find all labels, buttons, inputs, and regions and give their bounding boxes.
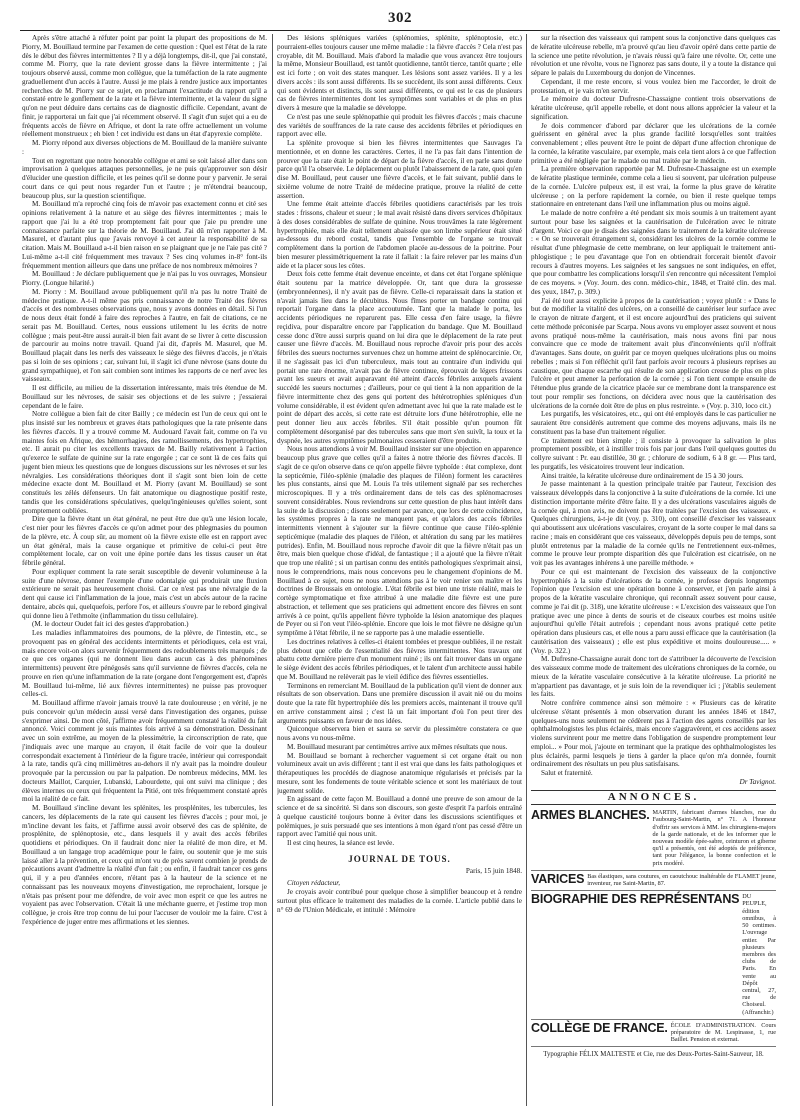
column-3 [531, 34, 776, 1102]
announcement [531, 891, 776, 1019]
paragraph: M. Piorry : M. Bouillaud avoue publiquement qu'il n'a pas lu notre Traité de médecine pratique. A-t-il même pas pris connaissance de notre Traité des fièvres d'accès et des nombreuses observations que, nous y avons données en détail. Si l'un de nous deux était fondé à faire des reproches à l'autre, en fait de citations, ce ne serait pas M. Bouillaud. Certes, nous eussions utilement lu les écrits de notre collègue ; mais peut-être aussi aurait-il bien fait avant de se livrer à cette discussion de parcourir au moins notre travail. Quand j'ai dit, d'après M. Masurel, que M. Bouillaud plaçait dans les nerfs des vaisseaux le siège des fièvres d'accès, je n'étais pas si loin de ses opinions ; car, suivant lui, il s'agit ici d'une névrose (sans doute du grand sympathique), et l'on sait combien sont intimes les rapports de ce nerf avec les vaisseaux. [22, 287, 267, 384]
announcement [531, 871, 776, 891]
paragraph: M. Piorry répond aux diverses objections de M. Bouillaud de la manière suivante : [22, 139, 267, 156]
paragraph: Ce traitement est bien simple ; il consiste à provoquer la salivation le plus promptement possible, et à instiller trois fois par jour dans l'œil quelques gouttes du collyre suivant : Pr. eau distillée, 30 gr. ; chlorure de sodium, 6 à 8 gr. — Plus tard, les purgatifs, les vésicatoires trouvent leur indication. [531, 436, 776, 471]
section-title: JOURNAL DE TOUS. [348, 853, 451, 864]
announcement-name: ARMES BLANCHES. [531, 808, 650, 823]
paragraph: Il est difficile, au milieu de la dissertation intéressante, mais très étendue de M. Bouillaud sur les névroses, de saisir ses objections et de les suivre ; j'essaierai cependant de le faire. [22, 384, 267, 410]
column-rule [526, 34, 527, 1106]
paragraph: Cependant, il me reste encore, si vous voulez bien me l'accorder, le droit de protestation, et je vais m'en servir. [531, 77, 776, 95]
paragraph: M. Dufresne-Chassaigne aurait donc tort de s'attribuer la découverte de l'excision des vaisseaux comme mode de traitement des ulcérations chroniques de la cornée, ou mieux de la kératite vasculaire consécutive à la kératite ulcéreuse. La priorité ne m'appartient pas davantage, et je suis loin de la revendiquer ici ; j'établis seulement les faits. [531, 655, 776, 699]
announcement-name: BIOGRAPHIE DES REPRÉSENTANS [531, 892, 740, 907]
paragraph: Ce n'est pas une seule splénopathie qui produit les fièvres d'accès ; mais chacune des variétés de souffrances de la rate cause des accidents fébriles et périodiques en rapport avec elle. [277, 112, 522, 139]
signature: Dr Tavignot. [739, 777, 776, 786]
paragraph: Les maladies inflammatoires des poumons, de la plèvre, de l'intestin, etc., se provoquent pas en général des accidents intermittents et périodiques, cela est vrai, mais encore voit-on alors survenir fréquemment des redoublements très marqués ; de ce que ces organes (qui ne donnent lieu dans aucun cas à des phénomènes intermittents) peuvent être pénégosés sans qu'il survienne de fièvres d'accès, cela ne prouve en rien qu'une inflammation de la rate (organe dont l'engorgement est, d'après M. Bouillaud lui-même, lié aux fièvres intermittentes) ne puisse pas provoquer celles-ci. [22, 629, 267, 699]
paragraph: Notre confrère commence ainsi son mémoire : « Plusieurs cas de kératite ulcéreuse s'étant présentés à mon observation durant les années 1846 et 1847, quelques-uns nous seulement ne cédèrent pas à l'action des agens conseillés par les ophthalmologistes les plus éclairés, mais encore s'aggravèrent, et ces accidens assez violens survinrent pour me mettre dans l'obligation de suspendre promptement leur emploi... » Pour moi, j'ajoute en terminant que la pratique des ophthalmologistes les plus éclairés, parmi lesquels je tiens à garder la place qu'on m'a donnée, fournit ordinairement des résultats un peu plus satisfaisans. [531, 699, 776, 769]
paragraph: Une femme était atteinte d'accès fébriles quotidiens caractérisés par les trois stades : frissons, chaleur et sueur ; le mal avait résisté dans divers services d'hôpitaux à des doses considérables de sulfate de quinine. Nous trouvâmes la rate légèrement hypertrophiée, mais elle était tellement abaissée que son limbe supérieur était situé au-dessous du rebord costal, tandis que l'ensemble de l'organe se trouvait complètement dans la portion de l'abdomen placée au-dessous de la poitrine. Pour bien mesurer plessimétriquement la rate il fallait : la faire relever par les mains d'un aide et la placer sous les côtes. [277, 200, 522, 270]
paragraph: Il est cinq heures, la séance est levée. [287, 839, 395, 847]
paragraph: La splénite provoque si bien les fièvres intermittentes que Sauvages l'a mentionnée, et en donne les caractères. Certes, il ne l'a pas fait dans l'intention de prouver que la rate était le point de départ de la fièvre d'accès, il en parle sans doute parce qu'il l'a observée. Le déplacement ou plutôt l'abaissement de la rate, quoi qu'en dise M. Bouillaud, peut causer une fièvre d'accès, et le fait suivant, publié dans le sixième volume de notre Traité de médecine pratique, prouve la réalité de cette assertion. [277, 139, 522, 200]
announcement-name: COLLÈGE DE FRANCE. [531, 1020, 668, 1035]
paragraph: Le mémoire du docteur Dufresne-Chassaigne contient trois observations de kératite ulcéreuse, qu'il appelle rebelle, et dont nous allons apprécier la valeur et la signification. [531, 95, 776, 121]
paragraph: Les doctrines relatives à celles-ci étaient tombées et presque oubliées, il ne restait plus debout que celle de l'essentialité des fièvres intermittentes. Nos travaux ont abattu cette dernière pierre d'un monument ruiné ; ils ont fait trouver dans un organe le siège évident des accès fébriles périodiques, et le talent d'un architecte aussi habile que M. Bouillaud ne relèverait pas le vieil édifice des fièvres essentielles. [277, 637, 522, 681]
header-rule [20, 30, 780, 31]
paragraph: Quiconque observera bien et saura se servir du plessimètre constatera ce que nous avons vu nous-même. [277, 725, 522, 742]
paragraph: J'ai été tout aussi explicite à propos de la cautérisation ; voyez plutôt : « Dans le but de modifier la vitalité des ulcères, on a conseillé de cautériser leur surface avec le crayon de nitrate d'argent, et il est encore aujourd'hui des praticiens qui suivent cette méthode préconisée par Scarpa. Nous avons vu employer assez souvent et nous avons pratiqué nous-même la cautérisation, mais nous avons fini par nous convaincre que ce mode de traitement avait plus d'inconvénients qu'il n'offrait d'avantages. Sans doute, on guérit par ce moyen quelques ulcérations plus ou moins rebelles ; mais si l'on réfléchit qu'il faut parfois avoir recours à plusieurs reprises au caustique, que chaque escarrhe qui résulte de son application creuse de plus en plus l'ulcère et peut amener la perforation de la cornée ; si l'on tient compte ensuite de l'étendue plus grande de la cicatrice placée sur ce membrane dont la transparence est tout pour remplir ses fonctions, on décidera avec nous que la cautérisation des ulcérations de la cornée doit être de plus en plus restreinte. » (Voy. p. 310, loco cit.) [531, 296, 776, 410]
paragraph: Je dois commencer d'abord par déclarer que les ulcérations de la cornée guérissent en général avec la plus grande facilité lorsqu'elles sont traitées convenablement ; elles peuvent être le point de départ d'une affection chronique de la cornée, la kératite vasculaire, par exemple, mais cela tient alors à ce que l'affection primitive a été négligée par le malade ou mal traitée par le médecin. [531, 121, 776, 165]
announcement [531, 1020, 776, 1048]
salutation: Citoyen rédacteur, [287, 878, 341, 887]
paragraph: Je passe maintenant à la question principale traitée par l'auteur, l'excision des vaisseaux développés dans la conjonctive à la suite d'ulcérations de la cornée. Ici une distinction importante mérite d'être faite. Il y a des ulcérations vasculaires aiguës de la cornée qui, à mon avis, ne doivent pas être traitées par l'excision des vaisseaux. « Quelques chirurgiens, à-t-je dit (voy. p. 310), ont conseillé d'exciser les vaisseaux qui aboutissent aux ulcérations vasculaires, croyant de la sorte couper le mal dans sa racine ; mais en considérant que ces vaisseaux, développés depuis peu de temps, sont plutôt entretenus par la maladie de la cornée qu'ils ne l'entretiennent eux-mêmes, comme le prouve leur prompte disparition dès que l'ulcération est cicatrisée, on ne voit pas les avantages inhérens à une pareille méthode. » [531, 480, 776, 567]
paragraph: Nous nous attendions à voir M. Bouillaud insister sur une objection en apparence beaucoup plus grave que celles qu'il a faites à notre théorie des fièvres d'accès. Il s'agit de ce qu'on observe dans ce qu'on appelle fièvre typhoïde : état complexe, dont la septicémie, l'iléo-splénie (maladie des plaques de l'iléon) forment les caractères les plus constants, ainsi que M. Louis l'a très utilement signalé par ses recherches microscopiques. Il y a très ordinairement dans de tels cas des splénomacroses souvent considérables. Nous reviendrons sur cette question de plus haut intérêt dans la suite de la discussion ; disons seulement par avance, que lors de cette coïncidence, les systèmes propres à la rate ne manquent pas, et qu'alors des accès fébriles intermittents viennent à s'ajouter sur la fièvre continue que cause l'iléo-splénie septicémique (maladie des plaques de l'iléon, et altération du sang par les matières putrides). Enfin, M. Bouillaud nous reproche d'avoir dit que la fièvre n'était pas un être, mais bien quelque chose d'idéal, de fantastique ; il a ajouté que la fièvre n'était que trop une réalité ; si un partisan connu des entités pathologiques s'exprimait ainsi, nous le comprendrions, mais nous concevons peu le changement d'opinions de M. Bouillaud à ce sujet, nous ne nous attendions pas à le voir renier son maître et les doctrines de Broussais en ontologie. L'état fébrile est bien une triste réalité, mais le cortège symptomatique et fixe attribué à une maladie dite fièvre est une pure abstraction, et tellement que ses praticiens qui admettent encore des fièvres en sont arrivés à ce point, qu'ils appellent fièvre typhoïde la lésion anatomique des plaques de Peyer ou si l'on veut l'iléo-splénie. Encore que lois le mot fièvre ne désigne qu'un symptôme à l'état fébrile, il ne se rapporte pas à une maladie essentielle. [277, 445, 522, 637]
announcement [531, 807, 776, 871]
paragraph: Des lésions spléniques variées (splénomies, splénite, splénoptosie, etc.) pourraient-elles toujours causer une même maladie : la fièvre d'accès ? Cela n'est pas croyable, dit M. Bouillaud. Mais d'abord la maladie que vous avancez être toujours la même, Monsieur Bouillaud, est tantôt quotidienne, tantôt tierce, tantôt quarte ; elle est ici forte ; on voit des states manquer. Les lésions sont assez variées. Il y a les divers accès : ils sont aussi différents. Ils se succèdent, ils sont aussi différents. Ceux qui sont évidents et distincts, ils sont aussi différents, ce qui est le cas de plusieurs cas de fièvres intermittentes dont les symptômes sont variables et de plus en plus divers à mesure que la maladie se développe. [277, 34, 522, 112]
paragraph: M. Bouillaud m'a reproché cinq fois de m'avoir pas exactement connu et cité ses opinions relativement à la nature et au siège des fièvres intermittentes ; mais le rapport que j'ai lu a été trop promptement fait pour que j'aie pu prendre une connaissance parfaite sur la théorie de M. Bouillaud. J'ai dû m'en rapporter à M. Masurel, et d'autant plus que j'avais renvoyé à cet auteur la responsabilité de sa citation. Mais M. Bouillaud a-t-il bien raison en se plaignant que je ne l'aie pas cité ? Lui-même a-t-il cité fréquemment mes travaux ? Ses cinq volumes in-8° font-ils fréquemment mention ailleurs que dans une préface de nos nombreux mémoires ? [22, 200, 267, 270]
paragraph: Je croyais avoir contribué pour quelque chose à simplifier beaucoup et à rendre surtout plus efficace le traitement des maladies de la cornée. L'article publié dans le n° 69 de l'Union Médicale, et intitulé : Mémoire [277, 888, 522, 914]
printer-line: Typographie FÉLIX MALTESTE et Cie, rue des Deux-Portes-Saint-Sauveur, 18. [543, 1051, 764, 1059]
announcements-list [531, 807, 776, 1047]
paragraph: Ainsi traitée, la kératite ulcéreuse dure ordinairement de 15 à 30 jours. [541, 471, 744, 480]
column-rule [272, 34, 273, 1106]
letter-body [277, 888, 522, 914]
announcement-text: ÉCOLE D'ADMINISTRATION. Cours préparatoire de M. Lespinasse, 1, rue Baillet. Pension et externat. [670, 1021, 776, 1044]
column-2 [277, 34, 522, 1102]
announcement-text: MARTIN, fabricant d'armes blanches, rue du Faubourg-Saint-Martin, n° 71. A l'honneur d'offrir ses services à MM. les chirurgiens-majors de la garde nationale, et de les informer que le nouveau modèle épée-sabre, ceinturon et giberne qu'il a présentés, ont été adoptés de préférence, tant pour l'élégance, la bonne confection et le prix modéré. [652, 809, 776, 867]
paragraph: M. Bouillaud affirme n'avoir jamais trouvé la rate douloureuse ; en vérité, je ne puis concevoir qu'un médecin aussi versé dans l'investigation des organes, puisse s'exprimer ainsi. De mon côté, j'affirme avoir fréquemment constaté la réalité du fait annoncé. Voici comment je suis maintes fois arrivé à sa démonstration. Dessinant avec un soin extrême, au moyen de la plessimétrie, la circonscription de rate, que j'indiquais avec une marque au crayon, il était facile de voir que la douleur correspondait exactement à l'intérieur de la figure tracée, intérieur qui correspondait à la rate, tandis qu'à cinq millimètres au-dehors il n'y avait pas la moindre douleur provoquée par la percussion ou par la palpation. De nombreux médecins, MM. les docteurs Maillot, Carquier, Lubanski, Labourdette, qui ont suivi ma clinique ; des élèves internes ou ceux qui fréquentent la Pitié, ont très fréquemment constaté après moi la réalité de ce fait. [22, 699, 267, 804]
paragraph: sur la résection des vaisseaux qui rampent sous la conjonctive dans quelques cas de kératite ulcéreuse rebelle, m'a prouvé qu'au lieu d'avoir opéré dans cette partie de la science une petite révolution, je n'avais réussi qu'à faire une révolte. Or, cette une révolution et une révolte, vous ne l'ignorez pas sans doute, il y a toute la distance qui sépare le palais du Luxembourg du donjon de Vincennes. [531, 34, 776, 77]
dateline: Paris, 15 juin 1848. [465, 866, 522, 875]
paragraph: M. Bouillaud se bornant à rechercher vaguement si cet organe était ou non volumineux avait un avis différent ; tant il est vrai que dans les faits pathologiques et thérapeutiques les procédés de diagnose anatomique régularisés et précisés par la mesure, sont les fondements de toute véritable science et sont les matériaux de tout jugement solide. [277, 751, 522, 795]
paragraph: Après s'être attaché à réfuter point par point la plupart des propositions de M. Piorry, M. Bouillaud termine par l'examen de cette question : Quel est l'état de la rate dès le début des fièvres intermittentes ? Il y a déjà longtemps, dit-il, que j'ai constaté, comme M. Piorry, que la rate devient grosse dans la fièvre intermittente ; j'ai toujours observé aussi, comme mon collègue, que la tuméfaction de la rate augmente graduellement d'un accès à l'autre. Aussi je me plais à rendre justice aux importantes recherches de M. Piorry sur ce sujet, en proclamant l'exactitude du rapport qu'il a constaté entre le gonflement de la rate et la fièvre intermittente, et la valeur du signe qu'on ne peut déduire dans certains cas de diagnostic difficile. Cependant, avant de finir, je rapporterai un fait que j'ai récemment observé. Il s'agit d'un sujet qui a eu de fréquents accès de fièvre en Afrique, et dont la rate offre actuellement un volume réellement monstrueux ; eh bien ! cet individu est dans un état d'apyrexie complète. [22, 34, 267, 139]
announcements-heading: ANNONCES. [607, 790, 700, 803]
announcement-text: Bas élastiques, sans coutures, en caoutchouc inaltérable de FLAMET jeune, inventeur, rue Saint-Martin, 87. [587, 872, 776, 888]
paragraph: La première observation rapportée par M. Dufresne-Chassaigne est un exemple de kératite plastique terminée, comme cela a lieu si souvent, par ulcération pulpeuse de la cornée. L'ulcère pulpeux est, il est vrai, la forme la plus grave de kératite ulcéreuse ; on la perfore rapidement la cornée, ou bien il reste quelque temps stationnaire en entretenant dans l'œil une inflammation plus ou moins aiguë. [531, 165, 776, 209]
paragraph: M. Bouillaud mesurant par centimètres arrive aux mêmes résultats que nous. [287, 742, 508, 751]
announcement-text: DU PEUPLE, édition omnibus, à 50 centimes. L'ouvrage entier. Par plusieurs membres des clubs de Paris. En vente au Dépôt central, 27, rue de Choiseul. (Affranchir.) [742, 893, 776, 1016]
paragraph: M. Bouillaud : Je déclare publiquement que je n'ai pas lu vos ouvrages, Monsieur Piorry. (Longue hilarité.) [22, 270, 267, 287]
paragraph: M. Bouillaud s'incline devant les splénites, les prosplénites, les tubercules, les cancers, les déplacements de la rate qui causent les fièvres d'accès ; pour moi, je m'incline devant les faits, et j'affirme aussi avoir observé des cas de splénite, de prosplénite, de splénoptosie, etc., dans lesquels il y avait des accès fébriles quotidiens et périodiques. On il faudrait donc nier la réalité de mon dire, et M. Bouillaud a un langage trop académique pour le faire, ou soutenir que je me suis laissé aller à la prévention, et ceux qui m'ont vu de près savent combien je prends de précautions avant d'admettre la réalité d'un fait ; ou enfin, il faudrait tancer ces gens qui, il y a peu d'années encore, n'étant pas à la hauteur de la science et ne connaissant pas les nouveaux moyens d'investigation, me reprochaient, lorsque je n'étais pas présent pour me défendre, de voir avec mon esprit ce que les autres ne voyaient pas avec l'observation. C'était là une méchante guerre, et j'estime trop mon collègue, je crois être trop connu de lui pour l'accuser de vouloir me la faire. C'est à l'expérience de juger entre mes affirmations et les siennes. [22, 804, 267, 926]
paragraph: (M. le docteur Oudet fait ici des gestes d'approbation.) [32, 620, 189, 629]
paragraph: Pour ce qui est maintenant de l'excision des vaisseaux de la conjonctive hypertrophiés à la suite d'ulcérations de la cornée, je professe depuis longtemps l'opinion que l'excision est une opération bonne à conserver, et j'en parle ainsi à propos de la kératite vasculaire chronique, qui reconnaît assez souvent pour cause, comme je l'ai dit (p. 318), une kératite ulcéreuse : « L'excision des vaisseaux que l'on pratique avec une pince à dents de souris et de ciseaux courbes est moins usitée aujourd'hui qu'elle l'était autrefois ; cependant nous avons pratiqué cette petite opération dans plusieurs cas, et elle nous a paru aussi efficace que la cautérisation (la cautérisation des vaisseaux) ; elle est plus expéditive et moins douloureuse..... » (Voy. p. 322.) [531, 567, 776, 655]
column-1 [22, 34, 267, 1102]
paragraph: Pour expliquer comment la rate serait susceptible de devenir volumineuse à la suite d'une névrose, donner l'exemple d'une odontalgie qui produirait une fluxion extérieure ne serait pas heureusement choisi. Car ce n'est pas une névralgie de la dent qui cause ici l'inflammation de la joue, mais c'est un abcès autour de la racine dentaire, abcès qui, quelquefois, perfore l'os, et ailleurs s'ouvre par le rebord gingival qui donne lieu à l'ethmoïte (inflammation du tissu cellulaire). [22, 567, 267, 620]
paragraph: Dire que la fièvre étant un état général, ne peut être due qu'à une lésion locale, c'est nier pour les fièvres d'accès ce qu'on admet pour des phlegmasies du poumon de la plèvre, etc. À coup sûr, au moment où la fièvre existe elle est en rapport avec un état général, mais la cause organique et primitive de celui-ci peut être complètement locale, car on voit une épine portée dans les tissus causer un état fébrile général. [22, 515, 267, 567]
paragraph: Tout en regrettant que notre honorable collègue et ami se soit laissé aller dans son improvisation à quelques attaques personnelles, je ne puis qu'approuver son désir d'élucider une question difficile, et les peines qu'il se donne pour y parvenir. Je serai court dans ce qui peut nous regarder l'un et l'autre ; je m'étendrai beaucoup, beaucoup plus, sur la question scientifique. [22, 156, 267, 200]
page-number: 302 [388, 10, 412, 26]
column-2-paragraphs [277, 34, 522, 848]
paragraph: En agissant de cette façon M. Bouillaud a donné une preuve de son amour de la science et de sa sincérité. Si dans son discours, son geste d'esprit l'a parfois entraîné à quelque causticité toujours bonne à éviter dans les discussions scientifiques et polémiques, je suis persuadé que ses intentions à mon égard n'ont pas cessé d'être un rapport avec l'amitié qui nous unit. [277, 795, 522, 839]
announcement-name: VARICES [531, 871, 585, 886]
column-3-paragraphs [531, 34, 776, 769]
paragraph: Terminons en remerciant M. Bouillaud de la publication qu'il vient de donner aux résultats de son observation. Dans une première discussion il avait nié ou du moins doute que la rate fût hypertrophiée dès les premiers accès, maintenant il trouve qu'il en arrive constamment ainsi ; c'est là un fait important d'où l'on peut tirer des arguments puissants en faveur de nos idées. [277, 681, 522, 725]
announcements-rule [531, 804, 776, 805]
paragraph: Notre collègue a bien fait de citer Bailly ; ce médecin est l'un de ceux qui ont le plus insisté sur les nombreux et graves états pathologiques que la rate présente dans les fièvres d'accès. Il y a trouvé comme M. Audouard l'avait fait, comme on l'a vu maintes fois en Afrique, des hémorrhagies, des ramollissements, des hypertrophies, etc. Il aurait pu citer les excellents travaux de M. Bailly relativement à l'action qu'exerce le sulfate de quinine sur la rate engorgée ; car ce sont là de ces faits qui jugent bien mieux les questions que de longues discussions sur les névroses et sur les névralgies. Les considérations théoriques dont il s'agit sont bien loin de cette médecine exacte dont M. Bouillaud et M. Piorry (avant M. Bouillaud) se sont constitués les zélés défenseurs. Un fait anatomique ou diagnostique positif reste, tandis que les considérations spéculatives, quelqu'ingénieuses qu'elles soient, sont promptement oubliées. [22, 410, 267, 515]
closing: Salut et fraternité. [541, 769, 593, 777]
paragraph: Le malade de notre confrère a été pendant six mois soumis à un traitement ayant surtout pour base les saignées et la cautérisation de l'ulcération avec le nitrate d'argent. Voici ce que je disais des saignées dans le traitement de la kératite ulcéreuse : « On se trouverait étrangement si, considérant les ulcères de la cornée comme le résultat d'une phlegmasie de cette membrane, on leur appliquait le traitement anti-phlogistique ; le peu d'avantage que l'on en obtiendrait forcerait bientôt d'avoir recours à d'autres moyens. Les saignées et les sangsues ne sont indiquées, en effet, que pour combattre les complications lorsqu'il s'en rencontre qui nécessitent l'emploi de ces moyens. » (Voy. Journ. des conn. médico-chir., 1848, et Traité clin. des mal. des yeux, 1847, p. 309.) [531, 209, 776, 296]
paragraph: Deux fois cette femme était devenue enceinte, et dans cet état l'organe splénique était soutenu par la matrice développée. Or, tant que dura la grossesse (embryonnéennes), il n'y avait pas de fièvre. Celle-ci reparaissait dans la station et n'avait jamais lieu dans le décubitus. Nous fîmes porter un bandage continu qui reportait l'organe dans la place accoutumée. Tant que la malade le porta, les accidents périodiques ne reparurent pas. Elle cessa d'en faire usage, la fièvre reçidiva, pour disparaître encore par l'application du bandage. Que M. Bouillaud cesse donc d'être aussi surpris quand on lui dira que le déplacement de la rate peut causer une fièvre d'accès. M. Bouillaud nous reproche d'avoir pris pour des accès fébriles des sueurs nocturnes survenues chez un homme atteint de splénocarcinie. Or, il ne s'agissait pas ici d'un tuberculeux, mais tout au contraire d'un individu qui portait une rate énorme, n'avait pas de fièvre continue, éprouvait de légers frissons avant les sueurs et avait auparavant été atteint d'accès fébriles auxquels avaient succédé les sueurs nocturnes ; d'ailleurs, pour ce qui tient à la non apparition de la fièvre intermittente chez des gens qui portent des hétérotrophies spléniques d'un volume considérable, il est évident qu'en admettant avec lui que la rate malade est le point de départ des accès, si cette rate est détruite lors d'une hétérotrophie, elle ne peut donner lieu aux accès fébriles. S'il était possible qu'un poumon fût complètement désorganisé par des tubercules sans que mort s'en suivît, la toux et la dyspnée, les autres symptômes pulmonaires cesseraient d'être produits. [277, 270, 522, 445]
paragraph: Les purgatifs, les vésicatoires, etc., qui ont été employés dans le cas particulier ne sauraient être considérés autrement que comme des moyens adjuvans, mais ils ne constituent pas la base d'un traitement régulier. [531, 410, 776, 436]
